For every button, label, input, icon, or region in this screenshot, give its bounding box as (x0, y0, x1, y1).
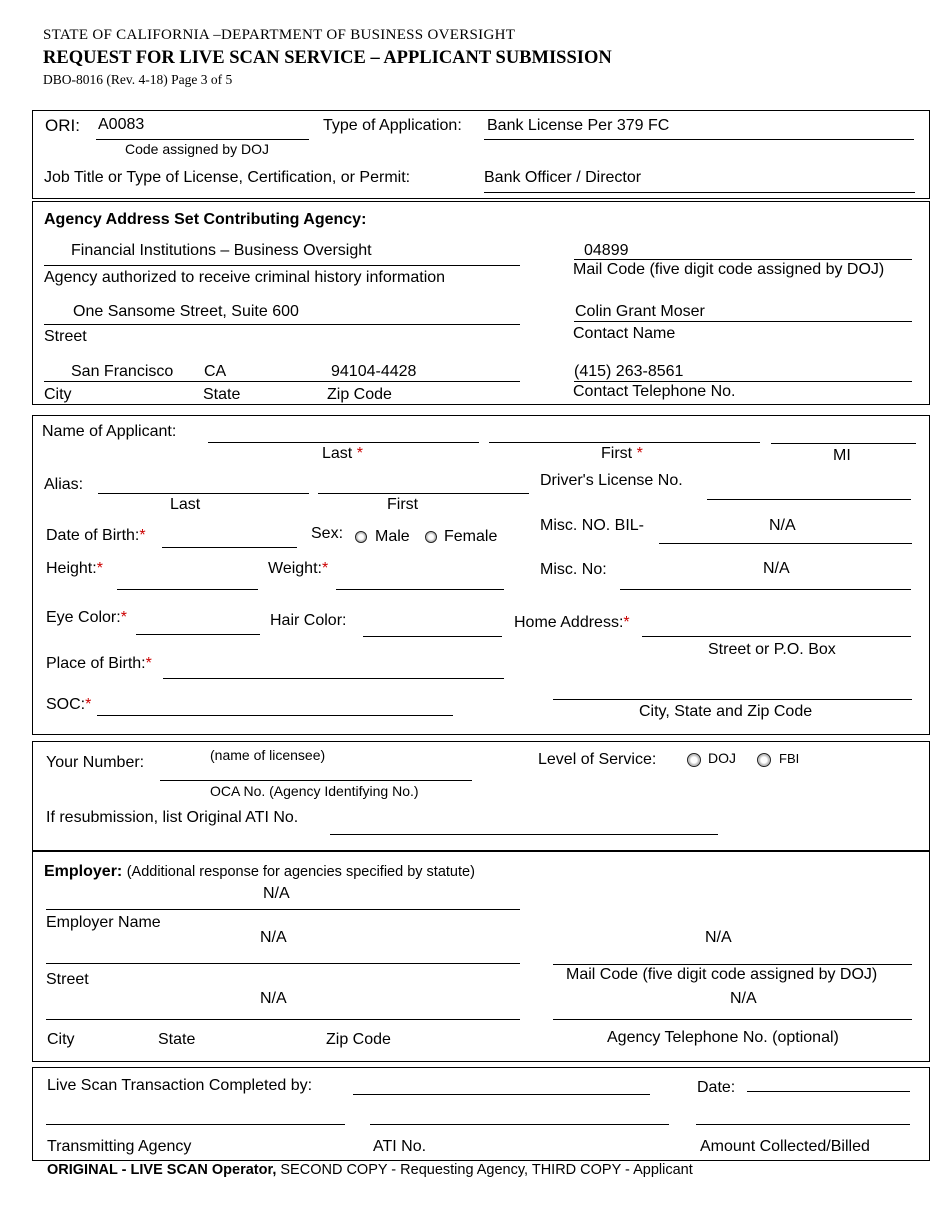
employer-heading: Employer: (Additional response for agencies specified by statute) (44, 863, 475, 880)
misc-no-label: Misc. No: (540, 561, 607, 578)
misc-bil-underline (659, 543, 912, 544)
place-of-birth-label: Place of Birth:* (46, 655, 152, 672)
city-state-zip-field[interactable] (553, 699, 912, 700)
completed-by-field[interactable] (353, 1094, 650, 1095)
hair-color-field[interactable] (363, 636, 502, 637)
alias-first-field[interactable] (318, 493, 529, 494)
eye-color-label: Eye Color:* (46, 609, 127, 626)
home-address-label: Home Address:* (514, 614, 630, 631)
agency-telephone-underline (553, 1019, 912, 1020)
agency-state-caption: State (203, 386, 241, 403)
misc-no-field[interactable]: N/A (763, 560, 790, 577)
employer-street-field[interactable]: N/A (260, 929, 287, 946)
mail-code-underline (574, 259, 912, 260)
misc-no-underline (620, 589, 911, 590)
employer-mail-code-caption: Mail Code (five digit code assigned by DOJ) (566, 966, 878, 983)
original-ati-field[interactable] (330, 834, 718, 835)
contact-name-caption: Contact Name (573, 325, 676, 342)
agency-state-field[interactable]: CA (204, 363, 227, 380)
alias-first-caption: First (387, 496, 419, 513)
amount-field[interactable] (696, 1124, 910, 1125)
level-fbi-radio[interactable] (757, 753, 771, 767)
level-of-service-label: Level of Service: (538, 751, 657, 768)
agency-street-caption: Street (44, 328, 87, 345)
transmitting-agency-caption: Transmitting Agency (47, 1138, 192, 1155)
level-doj-radio[interactable] (687, 753, 701, 767)
employer-zip-caption: Zip Code (326, 1031, 391, 1048)
licensee-note: (name of licensee) (210, 747, 326, 763)
type-underline (484, 139, 914, 140)
agency-zip-field[interactable]: 94104-4428 (331, 363, 417, 380)
ati-no-caption: ATI No. (373, 1138, 427, 1155)
contact-phone-caption: Contact Telephone No. (573, 383, 736, 400)
amount-caption: Amount Collected/Billed (700, 1138, 870, 1155)
employer-mail-code-underline (553, 964, 912, 965)
job-title-field[interactable]: Bank Officer / Director (484, 169, 642, 186)
mi-caption: MI (833, 447, 851, 464)
mail-code-caption: Mail Code (five digit code assigned by DOJ) (573, 261, 885, 278)
header-department: STATE OF CALIFORNIA –DEPARTMENT OF BUSINESS OVERSIGHT (43, 27, 516, 43)
agency-street-underline (44, 324, 520, 325)
employer-city-caption: City (47, 1031, 75, 1048)
misc-bil-label: Misc. NO. BIL- (540, 517, 645, 534)
date-field[interactable] (747, 1091, 910, 1092)
your-number-label: Your Number: (46, 754, 145, 771)
height-label: Height:* (46, 560, 103, 577)
last-name-caption: Last * (322, 445, 363, 462)
agency-city-caption: City (44, 386, 72, 403)
ori-label: ORI: (45, 116, 80, 135)
mail-code-field[interactable]: 04899 (584, 242, 629, 259)
ori-field[interactable]: A0083 (98, 116, 145, 133)
agency-name-underline (44, 265, 520, 266)
dob-field[interactable] (162, 547, 297, 548)
agency-name-caption: Agency authorized to receive criminal history information (44, 269, 446, 286)
dob-label: Date of Birth:* (46, 527, 146, 544)
agency-telephone-caption: Agency Telephone No. (optional) (607, 1029, 839, 1046)
ori-caption: Code assigned by DOJ (125, 141, 269, 157)
sex-female-radio[interactable] (425, 531, 437, 543)
home-address-field[interactable] (642, 636, 911, 637)
date-label: Date: (697, 1079, 736, 1096)
resubmission-label: If resubmission, list Original ATI No. (46, 809, 299, 826)
agency-name-field[interactable]: Financial Institutions – Business Oversight (71, 242, 372, 259)
type-of-application-label: Type of Application: (323, 117, 462, 134)
first-name-field[interactable] (489, 442, 760, 443)
employer-csz-underline (46, 1019, 520, 1020)
employer-name-underline (46, 909, 520, 910)
employer-mail-code-field[interactable]: N/A (705, 929, 732, 946)
hair-color-label: Hair Color: (270, 612, 347, 629)
employer-street-underline (46, 963, 520, 964)
mi-field[interactable] (771, 443, 916, 444)
weight-field[interactable] (336, 589, 504, 590)
form-title: REQUEST FOR LIVE SCAN SERVICE – APPLICANT SUBMISSION (43, 48, 612, 68)
ori-underline (96, 139, 309, 140)
contact-phone-field[interactable]: (415) 263-8561 (574, 363, 684, 380)
sex-male-label: Male (375, 528, 410, 545)
employer-name-field[interactable]: N/A (263, 885, 290, 902)
applicant-name-label: Name of Applicant: (42, 423, 177, 440)
employer-city-field[interactable]: N/A (260, 990, 287, 1007)
sex-label: Sex: (311, 525, 344, 542)
misc-bil-field[interactable]: N/A (769, 517, 796, 534)
completed-by-label: Live Scan Transaction Completed by: (47, 1077, 313, 1094)
employer-street-caption: Street (46, 971, 89, 988)
agency-heading: Agency Address Set Contributing Agency: (44, 211, 367, 228)
your-number-field[interactable] (160, 780, 472, 781)
section-applicant (32, 415, 930, 735)
form-id: DBO-8016 (Rev. 4-18) Page 3 of 5 (43, 72, 233, 87)
level-doj-label: DOJ (708, 750, 736, 766)
contact-phone-underline (574, 381, 912, 382)
agency-street-field[interactable]: One Sansome Street, Suite 600 (73, 303, 299, 320)
contact-name-underline (574, 321, 912, 322)
transmitting-agency-field[interactable] (46, 1124, 345, 1125)
ati-no-field[interactable] (370, 1124, 669, 1125)
agency-city-field[interactable]: San Francisco (71, 363, 174, 380)
soc-label: SOC:* (46, 696, 92, 713)
last-name-field[interactable] (208, 442, 479, 443)
level-fbi-label: FBI (779, 751, 800, 766)
height-field[interactable] (117, 589, 258, 590)
place-of-birth-field[interactable] (163, 678, 504, 679)
employer-name-caption: Employer Name (46, 914, 161, 931)
employer-state-caption: State (158, 1031, 196, 1048)
agency-telephone-field[interactable]: N/A (730, 990, 757, 1007)
sex-female-label: Female (444, 528, 498, 545)
drivers-license-label: Driver's License No. (540, 472, 683, 489)
sex-male-radio[interactable] (355, 531, 367, 543)
city-state-zip-caption: City, State and Zip Code (639, 703, 813, 720)
soc-field[interactable] (97, 715, 453, 716)
agency-csz-underline (44, 381, 520, 382)
agency-zip-caption: Zip Code (327, 386, 392, 403)
weight-label: Weight:* (268, 560, 329, 577)
contact-name-field[interactable]: Colin Grant Moser (575, 303, 705, 320)
first-name-caption: First * (601, 445, 643, 462)
alias-last-caption: Last (170, 496, 201, 513)
oca-caption: OCA No. (Agency Identifying No.) (210, 783, 419, 799)
drivers-license-field[interactable] (707, 499, 911, 500)
job-title-label: Job Title or Type of License, Certification, or Permit: (44, 169, 411, 186)
copy-distribution-note: ORIGINAL - LIVE SCAN Operator, SECOND COPY - Requesting Agency, THIRD COPY - Applicant (47, 1162, 693, 1178)
job-underline (484, 192, 915, 193)
eye-color-field[interactable] (136, 634, 260, 635)
alias-last-field[interactable] (98, 493, 309, 494)
type-of-application-field[interactable]: Bank License Per 379 FC (487, 117, 670, 134)
alias-label: Alias: (44, 476, 84, 493)
street-po-box-caption: Street or P.O. Box (708, 641, 836, 658)
